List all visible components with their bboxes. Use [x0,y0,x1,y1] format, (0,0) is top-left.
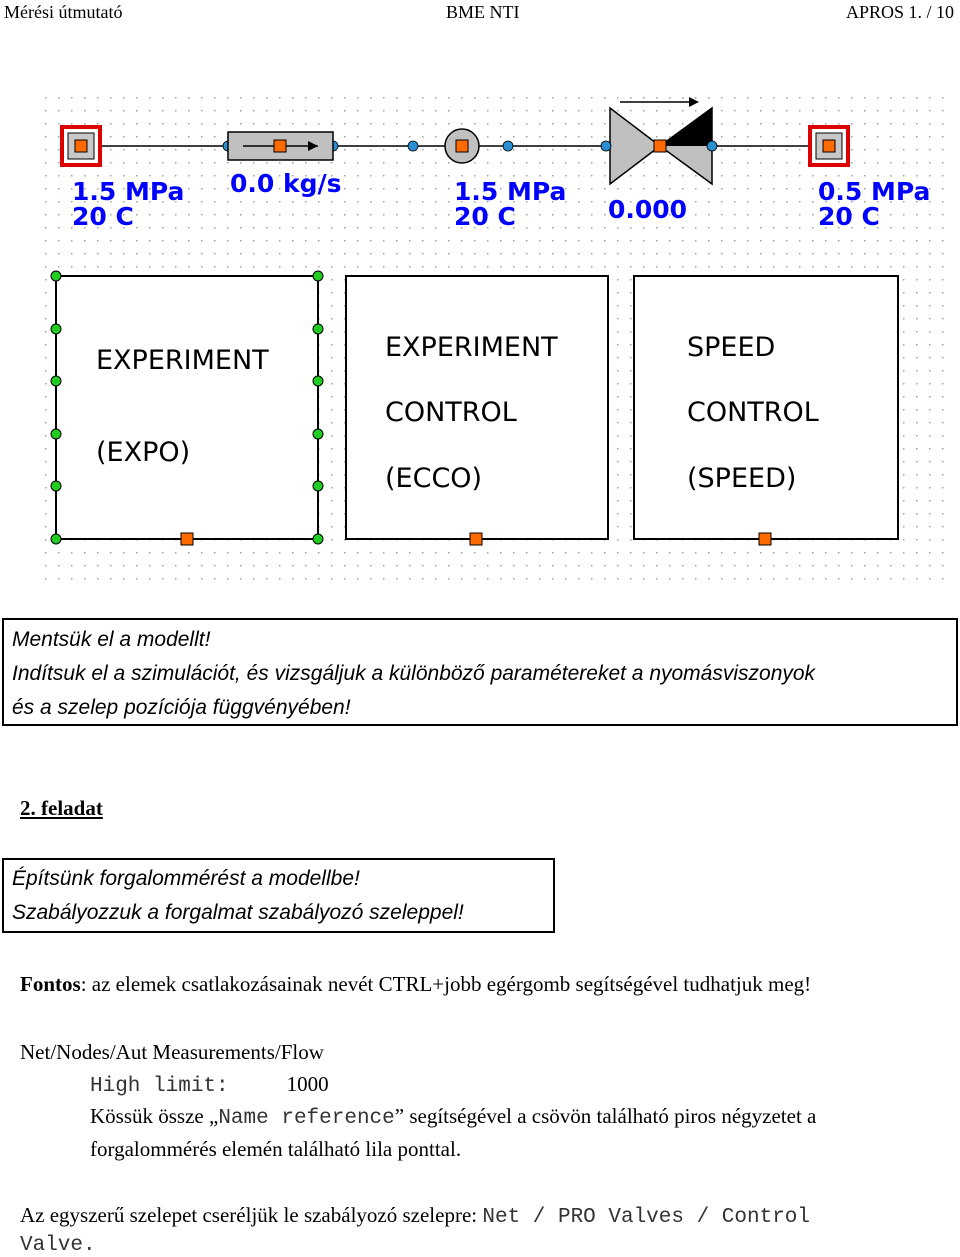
label-right-temp: 20 C [818,202,880,231]
header-left: Mérési útmutató [4,2,123,22]
connect-text: Kössük össze „ [90,1104,219,1128]
label-valve-position: 0.000 [608,195,688,224]
name-reference-code: Name reference [218,1107,395,1130]
pipe-connector-dot [707,141,717,151]
block-expo-connector [181,533,193,545]
high-limit-value: 1000 [286,1072,329,1096]
header-center: BME NTI [446,2,520,22]
connect-instruction [90,1104,816,1130]
block-ecco-connector [470,533,482,545]
instruction-box-1 [2,618,958,726]
instruction-line: Mentsük el a modellt! [12,628,211,651]
connect-instruction-line2: forgalommérés elemén található lila ponttal. [90,1137,462,1161]
block-ecco-line1: EXPERIMENT [385,332,558,363]
label-flow: 0.0 kg/s [230,169,342,198]
important-note [20,972,811,997]
replace-path-code: Net / PRO Valves / Control [482,1206,811,1229]
block-ecco-line2: CONTROL [385,397,517,428]
net-path: Net/Nodes/Aut Measurements/Flow [20,1040,324,1064]
instruction-line: Indítsuk el a szimulációt, és vizsgáljuk a különböző paramétereket a nyomásviszonyok [12,662,816,685]
label-mid-pressure: 1.5 MPa [454,177,567,206]
block-speed-connector [759,533,771,545]
section-title: 2. feladat [20,796,103,820]
block-ecco-line3: (ECCO) [385,463,483,494]
block-speed-line3: (SPEED) [687,463,797,494]
connect-text-2: ” segítségével a csövön található piros négyzetet a [394,1104,817,1128]
replace-text: Az egyszerű szelepet cseréljük le szabályozó szelepre: [20,1203,483,1227]
pipe-connector-dot [408,141,418,151]
pipe-connector-dot [503,141,513,151]
replace-instruction [20,1203,810,1229]
pipe-connector-dot [601,141,611,151]
block-expo-line3: (EXPO) [96,437,191,468]
important-label: Fontos [20,972,81,996]
label-mid-temp: 20 C [454,202,516,231]
pipe-connector [274,140,286,152]
important-text: : az elemek csatlakozásainak nevét CTRL+jobb egérgomb segítségével tudhatjuk meg! [80,972,812,996]
high-limit [90,1072,329,1098]
label-left-pressure: 1.5 MPa [72,177,185,206]
block-expo-line1: EXPERIMENT [96,345,269,376]
process-diagram [0,70,960,590]
block-expo[interactable] [56,276,318,539]
block-speed-line1: SPEED [687,332,776,363]
replace-path-code-2: Valve. [20,1234,96,1257]
instruction-line: Építsünk forgalommérést a modellbe! [12,867,360,890]
header-right: APROS 1. / 10 [845,2,954,22]
label-right-pressure: 0.5 MPa [818,177,931,206]
instruction-line: és a szelep pozíciója függvényében! [12,696,351,719]
valve-connector [654,140,666,152]
block-speed-line2: CONTROL [687,397,819,428]
instruction-box-2 [2,858,555,933]
node-connector [75,140,87,152]
high-limit-label: High limit: [90,1075,229,1098]
label-left-temp: 20 C [72,202,134,231]
instruction-line: Szabályozzuk a forgalmat szabályozó szeleppel! [12,901,464,924]
